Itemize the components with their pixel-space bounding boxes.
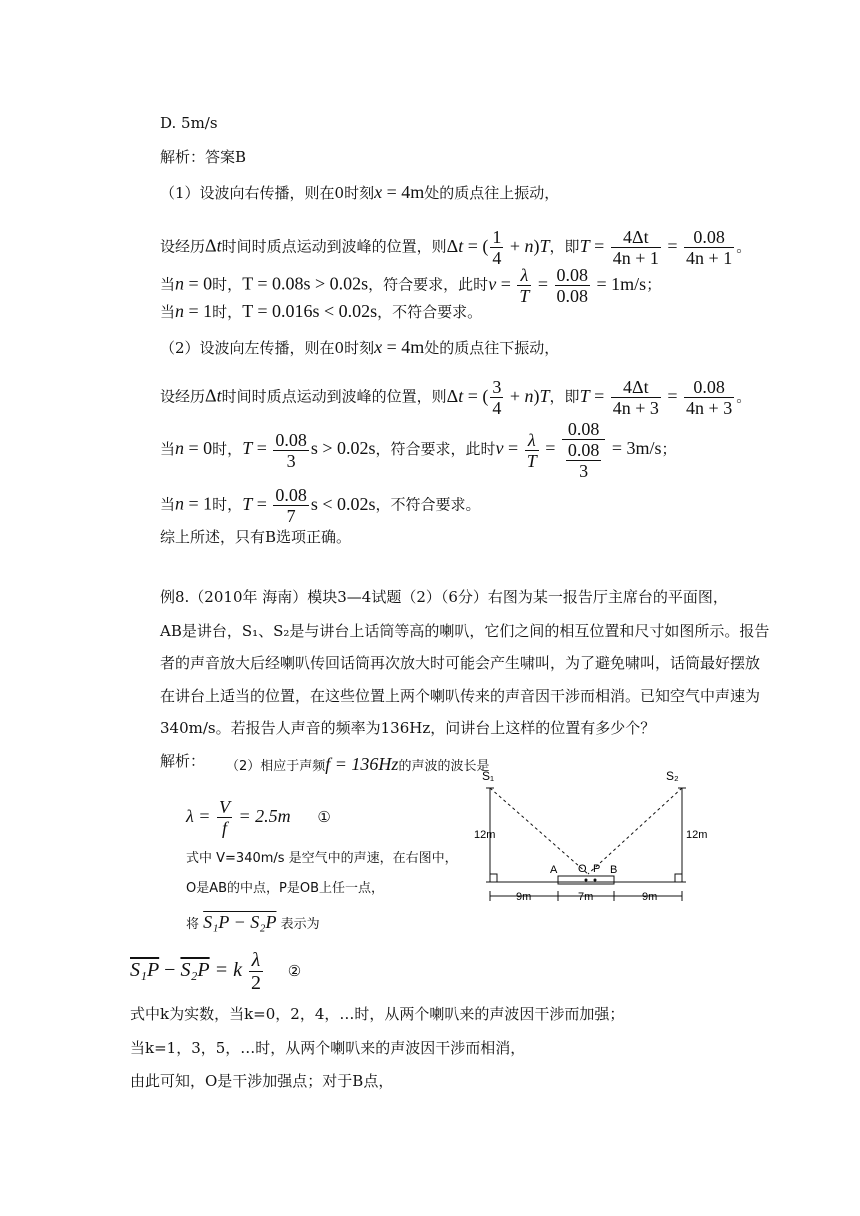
case2-n1: 当n = 1时，T = $\frac{0.08}{7}$ s < 0.02s，不符合要求。 — [160, 485, 481, 526]
example8-line1: 例8.（2010年 海南）模块3—4试题（2）（6分）右图为某一报告厅主席台的平面图， — [160, 588, 728, 606]
example8-line4: 在讲台上适当的位置，在这些位置上两个喇叭传来的声音因干涉而相消。已知空气中声速为 — [160, 687, 761, 705]
o-label: O — [578, 863, 587, 875]
eq2: S₁P − S₂P = k $\frac{\lambda}{2}$ ② — [130, 949, 302, 994]
solution-line4: 将 S₁P − S₂P 表示为 — [186, 912, 320, 932]
solution-line3: O是AB的中点，P是OB上任一点， — [186, 881, 385, 896]
s2-right-angle — [675, 874, 682, 882]
b-label: B — [610, 864, 618, 876]
case2-intro: （2）设波向左传播，则在0时刻x = 4m处的质点往下振动， — [160, 337, 560, 357]
left-dist-label: 9m — [516, 891, 532, 903]
case2-setup: 设经历Δt时间时质点运动到波峰的位置，则Δt = ( $\frac{3}{4}$ + n)T，即T = $\frac{4\Delta t}{4n + 3}$ = $\frac{0.08}{4n + 3}$ 。 — [160, 377, 752, 418]
solution-line6: 当k=1，3，5，…时，从两个喇叭来的声波因干涉而相消， — [130, 1039, 526, 1057]
right-height-label: 12m — [686, 829, 708, 841]
case1-n0: 当n = 0时，T = 0.08s > 0.02s，符合要求，此时v = $\frac{\lambda}{T}$ = $\frac{0.08}{0.08}$ = 1m/s； — [160, 265, 662, 306]
case1-setup: 设经历Δt时间时质点运动到波峰的位置，则Δt = ( $\frac{1}{4}$ + n)T，即T = $\frac{4\Delta t}{4n + 1}$ = $\frac{0.08}{4n + 1}$ 。 — [160, 227, 752, 268]
example8-line2: AB是讲台，S₁、S₂是与讲台上话筒等高的喇叭，它们之间的相互位置和尺寸如图所示。报告 — [160, 622, 770, 640]
case1-n1: 当n = 1时，T = 0.016s < 0.02s，不符合要求。 — [160, 301, 483, 321]
solution-line1: （2）相应于声频f = 136Hz的声波的波长是 — [226, 754, 490, 774]
s2-label: S₂ — [666, 769, 679, 783]
case2-n0: 当n = 0时，T = $\frac{0.08}{3}$ s > 0.02s，符合要求，此时v = $\frac{\lambda}{T}$ = $\frac{0.08}{\frac{0.08}{3}}$ = 3m/s； — [160, 419, 677, 481]
p-point — [594, 879, 597, 882]
s1-label: S₁ — [482, 769, 495, 783]
solution-line5: 式中k为实数，当k=0，2，4，…时，从两个喇叭来的声波因干涉而加强； — [130, 1005, 625, 1023]
lambda-equation: λ = $\frac{V}{f}$ = 2.5m ① — [186, 797, 331, 838]
s2-path — [588, 788, 682, 874]
solution-label: 解析： — [160, 752, 206, 770]
left-height-label: 12m — [474, 829, 496, 841]
summary: 综上所述，只有B选项正确。 — [160, 528, 352, 546]
case1-intro: （1）设波向右传播，则在0时刻x = 4m处的质点往上振动， — [160, 182, 560, 202]
o-point — [585, 879, 588, 882]
s1-path — [490, 788, 588, 874]
example8-line5: 340m/s。若报告人声音的频率为136Hz，问讲台上这样的位置有多少个？ — [160, 719, 656, 737]
option-d: D. 5m/s — [160, 114, 218, 132]
s1-right-angle — [490, 874, 497, 882]
solution-line7: 由此可知，O是干涉加强点；对于B点， — [130, 1072, 394, 1090]
answer-line: 解析：答案B — [160, 148, 247, 166]
stage-diagram — [470, 760, 710, 910]
p-label: P — [593, 863, 601, 875]
right-dist-label: 9m — [642, 891, 658, 903]
mid-dist-label: 7m — [578, 891, 594, 903]
a-label: A — [550, 864, 558, 876]
example8-line3: 者的声音放大后经喇叭传回话筒再次放大时可能会产生啸叫，为了避免啸叫，话筒最好摆放 — [160, 654, 761, 672]
solution-line2: 式中 V=340m/s 是空气中的声速，在右图中， — [186, 851, 458, 866]
